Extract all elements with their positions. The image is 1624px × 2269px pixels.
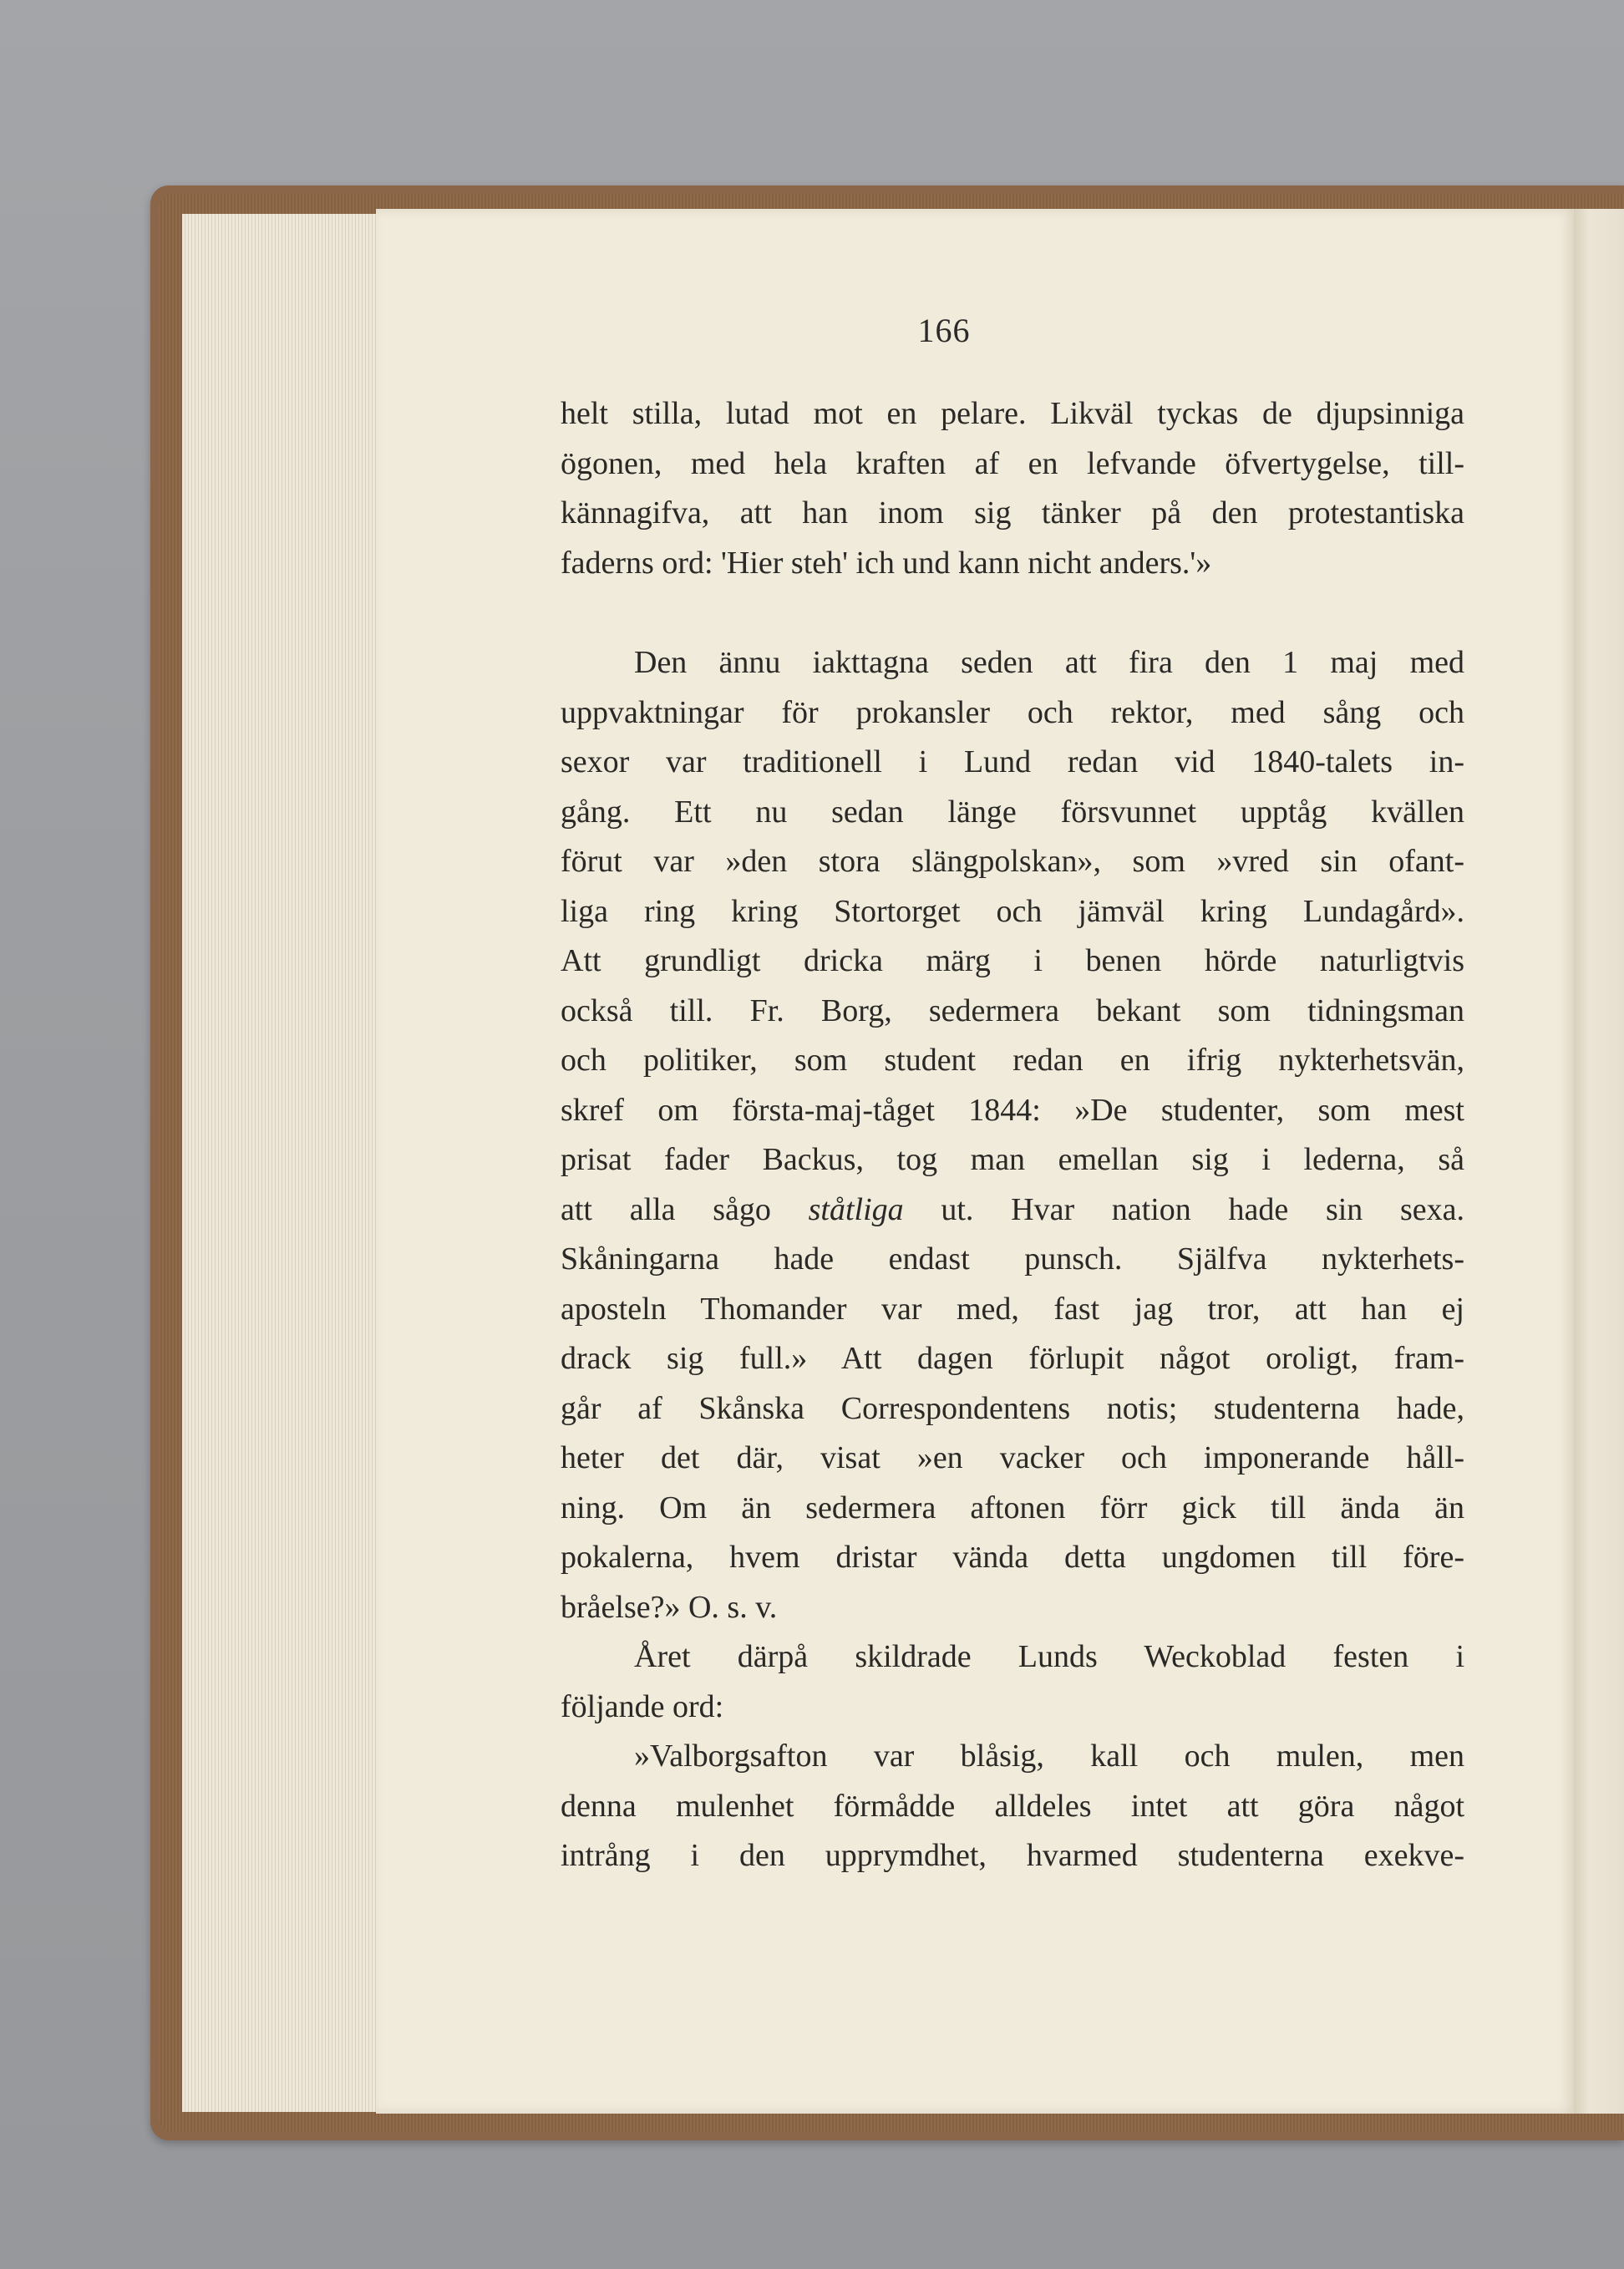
page-spine-edge [1574, 209, 1624, 2114]
italic-word: ståtliga [808, 1191, 904, 1227]
text-line: Skåningarna hade endast punsch. Själfva nykterhets- [561, 1241, 1464, 1277]
text-line: följande ord: [561, 1688, 724, 1724]
text-line: ögonen, med hela kraften af en lefvande öfvertygelse, till- [561, 445, 1464, 481]
text-line: kännagifva, att han inom sig tänker på den protestantiska [561, 495, 1464, 530]
text-line: uppvaktningar för prokansler och rektor, med sång och [561, 694, 1464, 730]
page-block-edges [182, 214, 383, 2112]
text-line: gång. Ett nu sedan länge försvunnet upptåg kvällen [561, 794, 1464, 830]
text-line-with-italic [561, 1185, 1464, 1236]
text-line: liga ring kring Stortorget och jämväl kring Lundagård». [561, 893, 1464, 929]
text-line: prisat fader Backus, tog man emellan sig i lederna, så [561, 1142, 1464, 1177]
text-line: intrång i den upprymdhet, hvarmed studenterna exekve- [561, 1838, 1464, 1873]
text-line: sexor var traditionell i Lund redan vid 1840-talets in- [561, 744, 1464, 779]
page-number: 166 [917, 312, 971, 349]
text-line: skref om första-maj-tåget 1844: »De studenter, som mest [561, 1092, 1464, 1128]
text-line: Att grundligt dricka märg i benen hörde naturligtvis [561, 943, 1464, 978]
text-line: och politiker, som student redan en ifrig nykterhetsvän, [561, 1043, 1464, 1078]
text-line: »Valborgsafton var blåsig, kall och mulen, men [634, 1739, 1464, 1774]
text-line: helt stilla, lutad mot en pelare. Likväl tyckas de djupsinniga [561, 396, 1464, 431]
text-line: aposteln Thomander var med, fast jag tror, att han ej [561, 1291, 1464, 1327]
text-line: Året därpå skildrade Lunds Weckoblad festen i [634, 1639, 1464, 1674]
text-line: heter det där, visat »en vacker och imponerande håll- [561, 1440, 1464, 1475]
text-line: går af Skånska Correspondentens notis; studenterna hade, [561, 1390, 1464, 1426]
text-segment: att alla sågo [561, 1191, 771, 1227]
text-line: bråelse?» O. s. v. [561, 1589, 778, 1625]
text-line: Den ännu iakttagna seden att fira den 1 maj med [634, 645, 1464, 680]
text-line: faderns ord: 'Hier steh' ich und kann nicht anders.'» [561, 545, 1212, 581]
text-line: förut var »den stora slängpolskan», som »vred sin ofant- [561, 844, 1464, 879]
text-line: denna mulenhet förmådde alldeles intet att göra något [561, 1788, 1464, 1824]
text-line: ning. Om än sedermera aftonen förr gick till ända än [561, 1490, 1464, 1525]
text-line: drack sig full.» Att dagen förlupit något oroligt, fram- [561, 1341, 1464, 1376]
text-segment: ut. Hvar nation hade sin sexa. [941, 1191, 1464, 1227]
paragraph-gap [561, 588, 1464, 638]
text-line: också till. Fr. Borg, sedermera bekant som tidningsman [561, 992, 1464, 1028]
page-body-text [561, 389, 1464, 1881]
text-line: pokalerna, hvem dristar vända detta ungdomen till före- [561, 1540, 1464, 1575]
